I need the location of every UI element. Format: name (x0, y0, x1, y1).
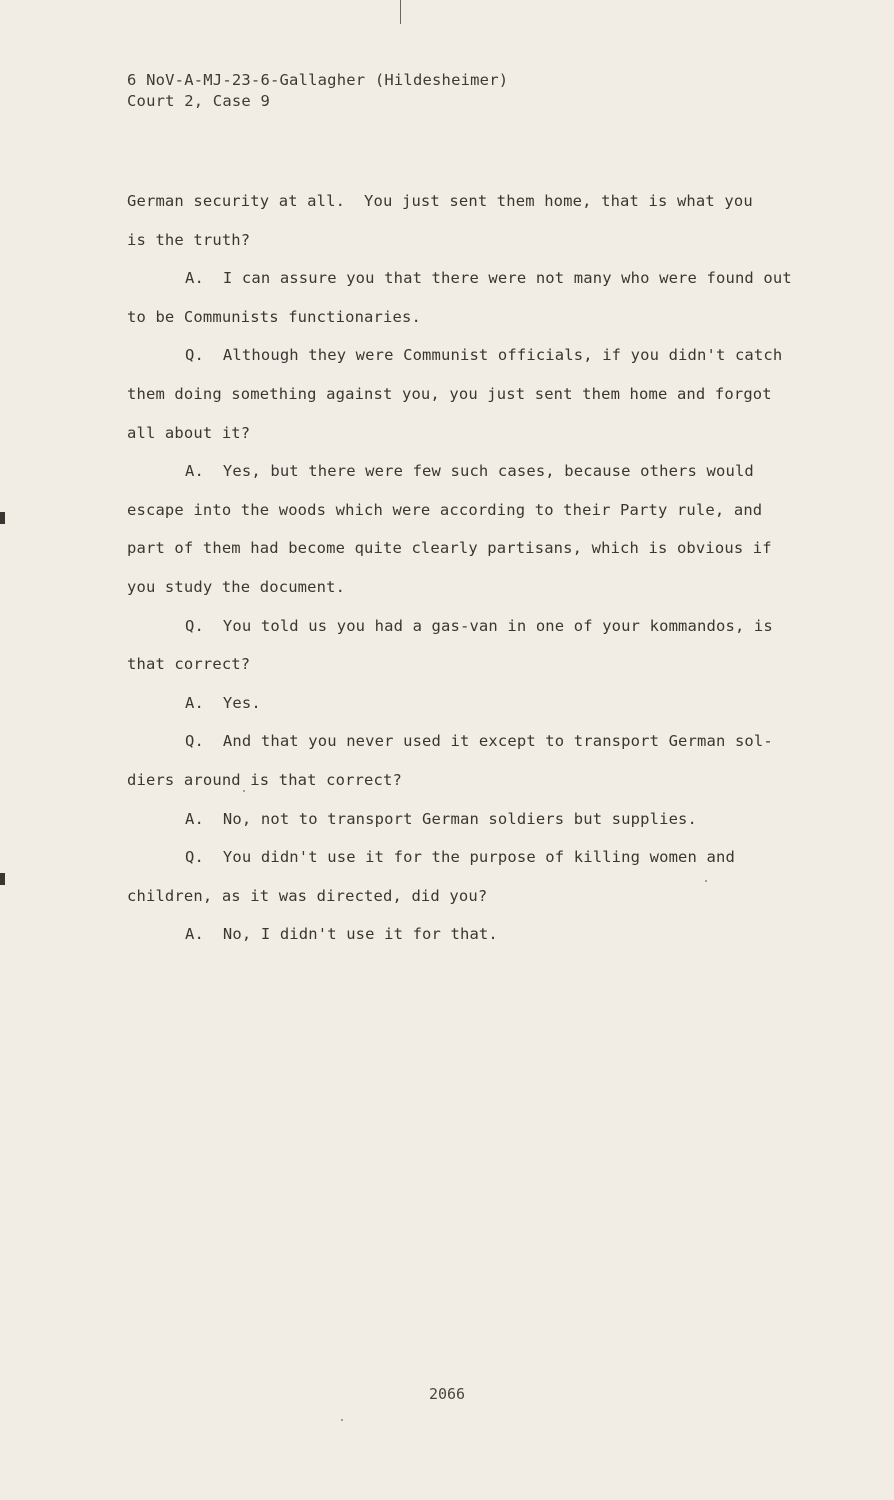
header-court-line: Court 2, Case 9 (127, 92, 270, 110)
transcript-line: Q. Although they were Communist officials, if you didn't catch (185, 346, 783, 365)
transcript-line: A. Yes, but there were few such cases, because others would (185, 462, 754, 481)
transcript-line: to be Communists functionaries. (127, 307, 421, 326)
header-session-line: 6 NoV-A-MJ-23-6-Gallagher (Hildesheimer) (127, 71, 509, 89)
transcript-line: is the truth? (127, 230, 251, 249)
transcript-line: escape into the woods which were according to their Party rule, and (127, 500, 763, 519)
edge-mark (0, 873, 5, 885)
paper-speck (243, 790, 245, 792)
fold-mark (400, 0, 401, 24)
transcript-line: that correct? (127, 655, 251, 674)
transcript-line: children, as it was directed, did you? (127, 886, 488, 905)
transcript-body (127, 182, 817, 954)
page-number: 2066 (428, 1385, 466, 1403)
transcript-line: Q. You told us you had a gas-van in one of your kommandos, is (185, 616, 773, 635)
transcript-line: A. No, not to transport German soldiers but supplies. (185, 809, 698, 828)
edge-mark (0, 512, 5, 524)
transcript-line: diers around is that correct? (127, 770, 402, 789)
transcript-line: part of them had become quite clearly partisans, which is obvious if (127, 539, 772, 558)
document-header (127, 70, 508, 112)
paper-speck (705, 880, 707, 882)
transcript-line: German security at all. You just sent them home, that is what you (127, 192, 753, 210)
transcript-line: Q. And that you never used it except to transport German sol- (185, 732, 773, 751)
transcript-line: all about it? (127, 423, 251, 442)
paper-speck (341, 1419, 343, 1421)
transcript-line: them doing something against you, you just sent them home and forgot (127, 384, 772, 403)
transcript-line: A. No, I didn't use it for that. (185, 925, 498, 944)
transcript-line: you study the document. (127, 577, 346, 596)
transcript-line: A. Yes. (185, 693, 261, 712)
transcript-line: A. I can assure you that there were not many who were found out (185, 269, 792, 288)
transcript-line: Q. You didn't use it for the purpose of killing women and (185, 848, 735, 867)
